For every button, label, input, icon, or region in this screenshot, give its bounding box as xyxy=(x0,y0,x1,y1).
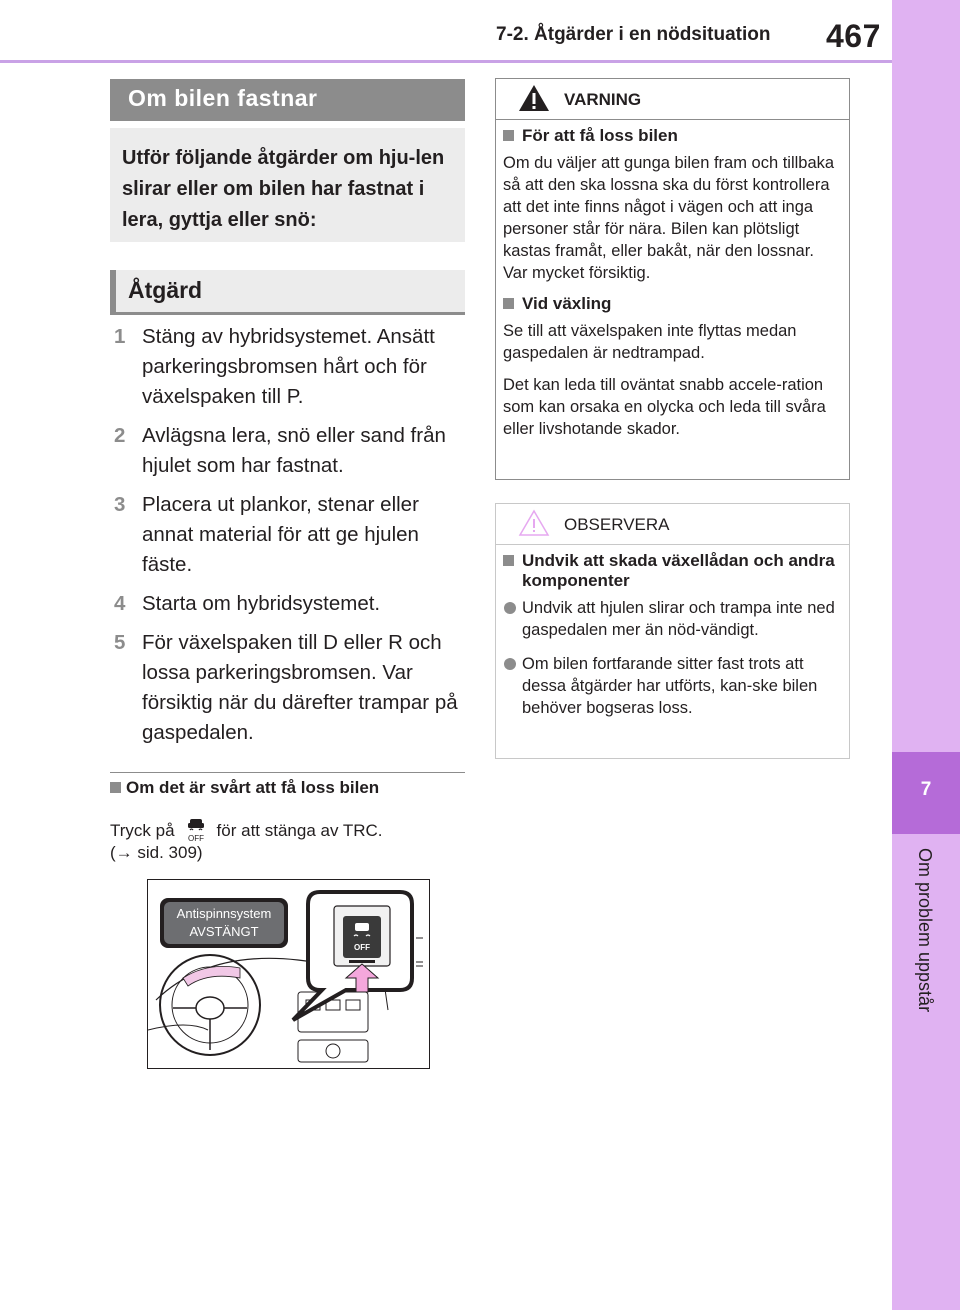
step-item xyxy=(110,421,470,481)
notice-header xyxy=(496,504,849,545)
notice-box xyxy=(495,503,850,759)
page-number: 467 xyxy=(826,18,881,54)
notice-label: OBSERVERA xyxy=(564,515,670,534)
step-number: 5 xyxy=(114,631,126,654)
header-rule xyxy=(0,60,892,63)
warning-label: VARNING xyxy=(564,90,642,109)
trc-icon-off-text: OFF xyxy=(187,834,204,842)
notice-subheading-text: Undvik att skada växellådan och andra komponenter xyxy=(522,551,835,590)
notice-body xyxy=(496,545,849,719)
notice-bullet-text: Om bilen fortfarande sitter fast trots att dessa åtgärder har utförts, kan-ske bilen behöver bogseras loss. xyxy=(522,655,818,717)
warning-subheading xyxy=(503,126,841,146)
trc-instruction xyxy=(110,818,450,863)
notice-subheading xyxy=(503,551,841,591)
trc-text-before: Tryck på xyxy=(110,821,175,840)
step-item xyxy=(110,589,470,619)
steps-list xyxy=(110,322,470,757)
warning-box xyxy=(495,78,850,480)
warning-body xyxy=(496,120,849,440)
step-number: 4 xyxy=(114,592,126,615)
circle-bullet-icon xyxy=(504,658,516,670)
section-title: Om bilen fastnar xyxy=(128,85,318,111)
chapter-side-tab xyxy=(892,0,960,1310)
step-number: 3 xyxy=(114,493,126,516)
step-item xyxy=(110,322,470,412)
dashboard-illustration xyxy=(147,879,430,1069)
notice-triangle-icon xyxy=(518,509,550,537)
warning-paragraph: Om du väljer att gunga bilen fram och tillbaka så att den ska lossna ska du först kontrollera att det inte finns något i vägen och att inga personer står för nära. Bilen kan plötsligt kastas framåt, eller bakåt, när den lossnar. Var mycket försiktig. xyxy=(503,154,835,282)
warning-header xyxy=(496,79,849,120)
warning-subheading-text: För att få loss bilen xyxy=(522,126,678,145)
action-heading: Åtgärd xyxy=(128,277,203,303)
square-bullet-icon xyxy=(503,298,514,309)
step-text: Stäng av hybridsystemet. Ansätt parkeringsbromsen hårt och för växelspaken till P. xyxy=(142,325,435,408)
warning-paragraph: Det kan leda till oväntat snabb accele-ration som kan orsaka en olycka och leda till svåra eller livshotande skador. xyxy=(503,376,826,438)
square-bullet-icon xyxy=(503,555,514,566)
trc-button-label: OFF xyxy=(354,943,370,952)
step-text: Placera ut plankor, stenar eller annat material för att ge hjulen fäste. xyxy=(142,493,419,576)
display-line-2: AVSTÄNGT xyxy=(189,924,259,939)
chapter-number: 7 xyxy=(920,779,932,800)
step-text: Avlägsna lera, snö eller sand från hjulet som har fastnat. xyxy=(142,424,446,477)
warning-subheading xyxy=(503,294,841,314)
warning-triangle-icon xyxy=(518,84,550,112)
display-line-1: Antispinnsystem xyxy=(176,906,272,921)
trc-off-icon xyxy=(181,818,211,842)
chapter-title: Om problem uppstår xyxy=(915,848,935,1013)
trc-page-reference: (→ sid. 309) xyxy=(110,843,203,862)
header-title: 7-2. Åtgärder i en nödsituation xyxy=(496,24,771,45)
step-number: 1 xyxy=(114,325,126,348)
circle-bullet-icon xyxy=(504,602,516,614)
divider xyxy=(110,772,465,773)
warning-subheading-text: Vid växling xyxy=(522,294,612,313)
warning-paragraph: Se till att växelspaken inte flyttas medan gaspedalen är nedtrampad. xyxy=(503,322,797,362)
subheading xyxy=(110,778,379,798)
step-item xyxy=(110,490,470,580)
square-bullet-icon xyxy=(110,782,121,793)
notice-bullet-text: Undvik att hjulen slirar och trampa inte ned gaspedalen mer än nöd-vändigt. xyxy=(522,599,835,639)
trc-text-after: för att stänga av TRC. xyxy=(216,821,383,840)
step-text: Starta om hybridsystemet. xyxy=(142,592,381,615)
intro-box xyxy=(110,128,465,242)
step-text: För växelspaken till D eller R och lossa parkeringsbromsen. Var försiktig när du därefter trampar på gaspedalen. xyxy=(142,631,458,744)
step-number: 2 xyxy=(114,424,126,447)
action-heading-accent xyxy=(110,270,116,312)
section-title-bar xyxy=(110,79,465,121)
notice-bullet xyxy=(503,597,841,641)
action-heading-bar xyxy=(110,270,465,315)
notice-bullet xyxy=(503,653,841,719)
chapter-number-box xyxy=(892,752,960,834)
step-item xyxy=(110,628,470,748)
dashboard-drawing xyxy=(148,880,429,1068)
intro-text: Utför följande åtgärder om hju-len slirar eller om bilen har fastnat i lera, gyttja eller snö: xyxy=(122,147,445,231)
subheading-text: Om det är svårt att få loss bilen xyxy=(126,778,380,797)
square-bullet-icon xyxy=(503,130,514,141)
